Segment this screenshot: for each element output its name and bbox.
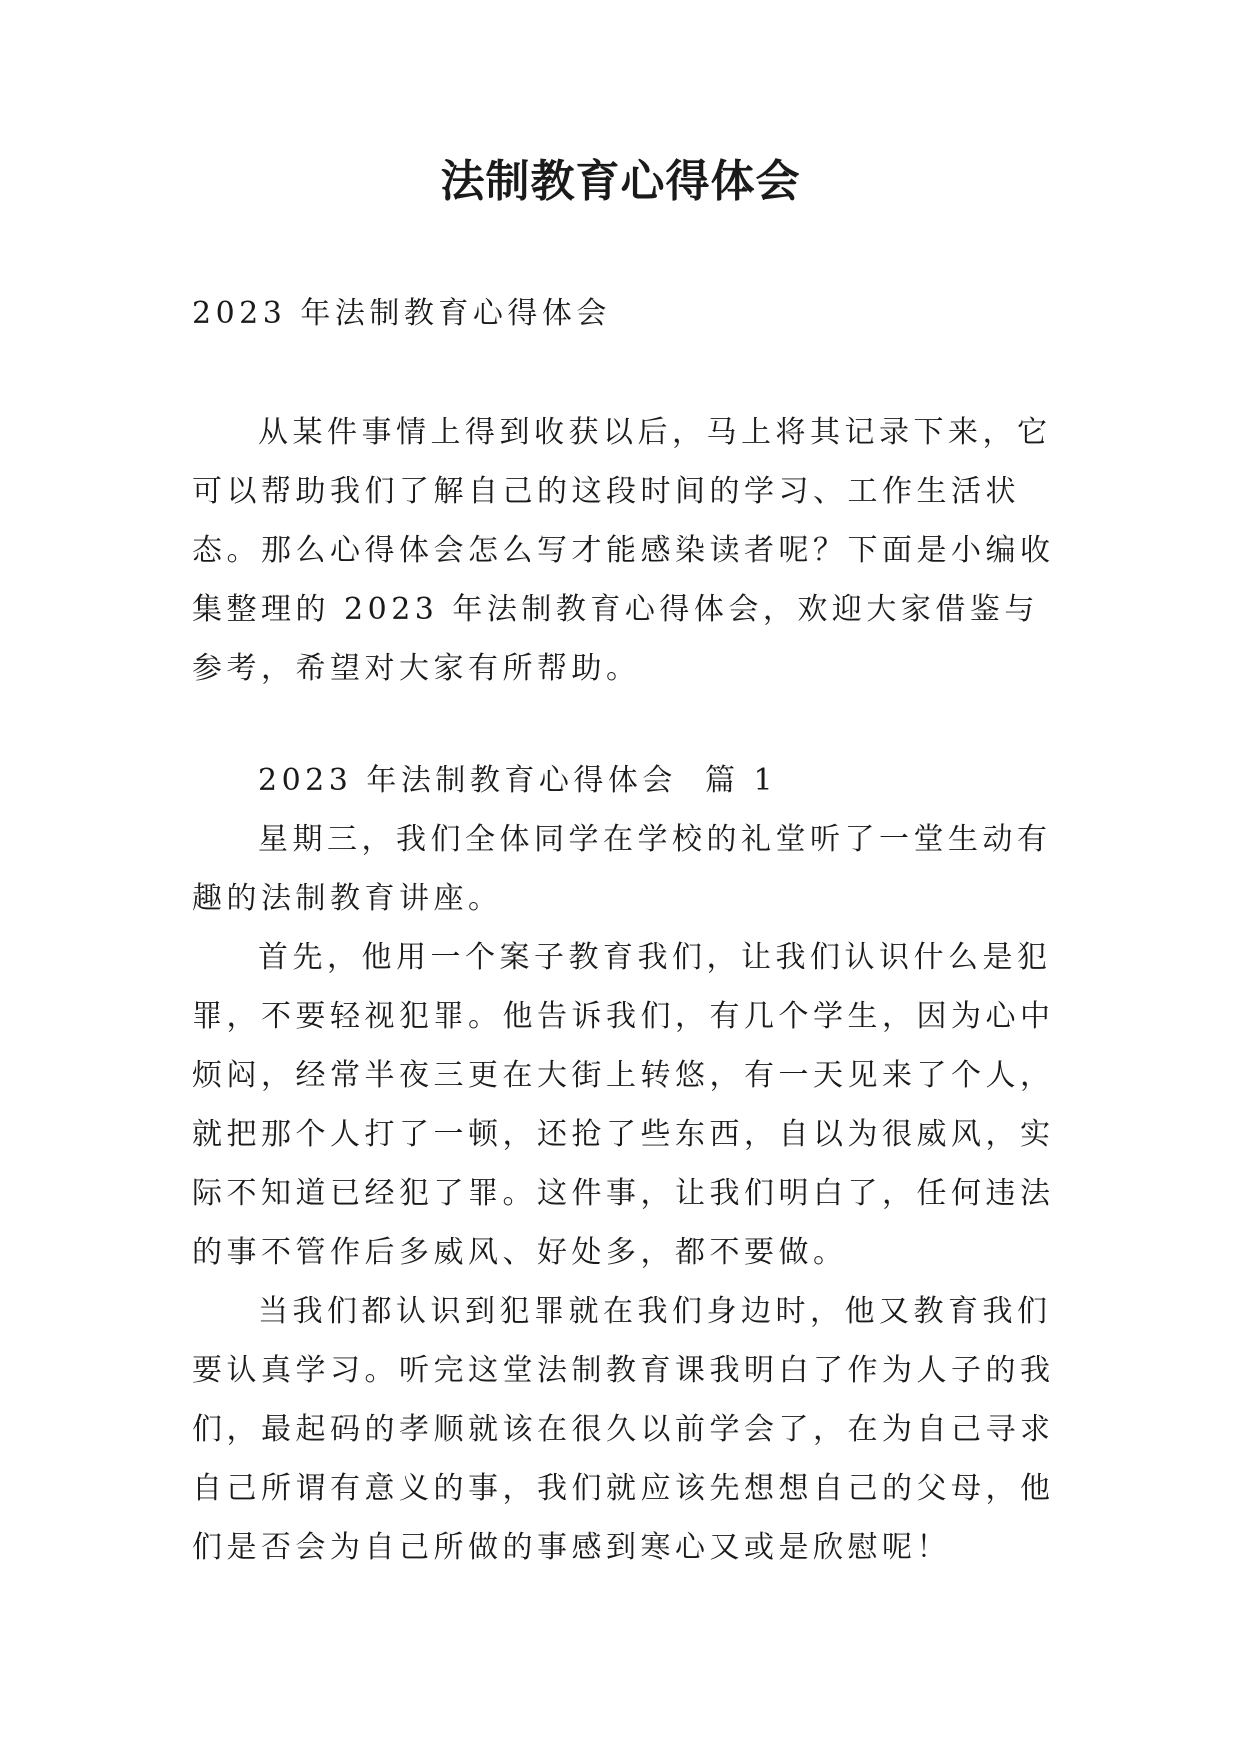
- body-paragraph-2: 首先，他用一个案子教育我们，让我们认识什么是犯罪，不要轻视犯罪。他告诉我们，有几个学生，因为心中烦闷，经常半夜三更在大街上转悠，有一天见来了个人，就把那个人打了一顿，还抢了些东西，自以为很威风，实际不知道已经犯了罪。这件事，让我们明白了，任何违法的事不管作后多威风、好处多，都不要做。: [192, 940, 1055, 1270]
- section-body: [192, 751, 1062, 1577]
- intro-paragraph: 从某件事情上得到收获以后，马上将其记录下来，它可以帮助我们了解自己的这段时间的学习、工作生活状态。那么心得体会怎么写才能感染读者呢？下面是小编收集整理的 2023 年法制教育心得体会，欢迎大家借鉴与参考，希望对大家有所帮助。: [192, 415, 1055, 686]
- document-title: 法制教育心得体会: [440, 156, 801, 207]
- section-heading: 2023 年法制教育心得体会 篇 1: [258, 763, 778, 798]
- body-paragraph-1: 星期三，我们全体同学在学校的礼堂听了一堂生动有趣的法制教育讲座。: [192, 822, 1052, 916]
- document-subtitle: 2023 年法制教育心得体会: [192, 296, 611, 331]
- body-paragraph-3: 当我们都认识到犯罪就在我们身边时，他又教育我们要认真学习。听完这堂法制教育课我明白了作为人子的我们，最起码的孝顺就该在很久以前学会了，在为自己寻求自己所谓有意义的事，我们就应该先想想自己的父母，他们是否会为自己所做的事感到寒心又或是欣慰呢！: [192, 1294, 1055, 1565]
